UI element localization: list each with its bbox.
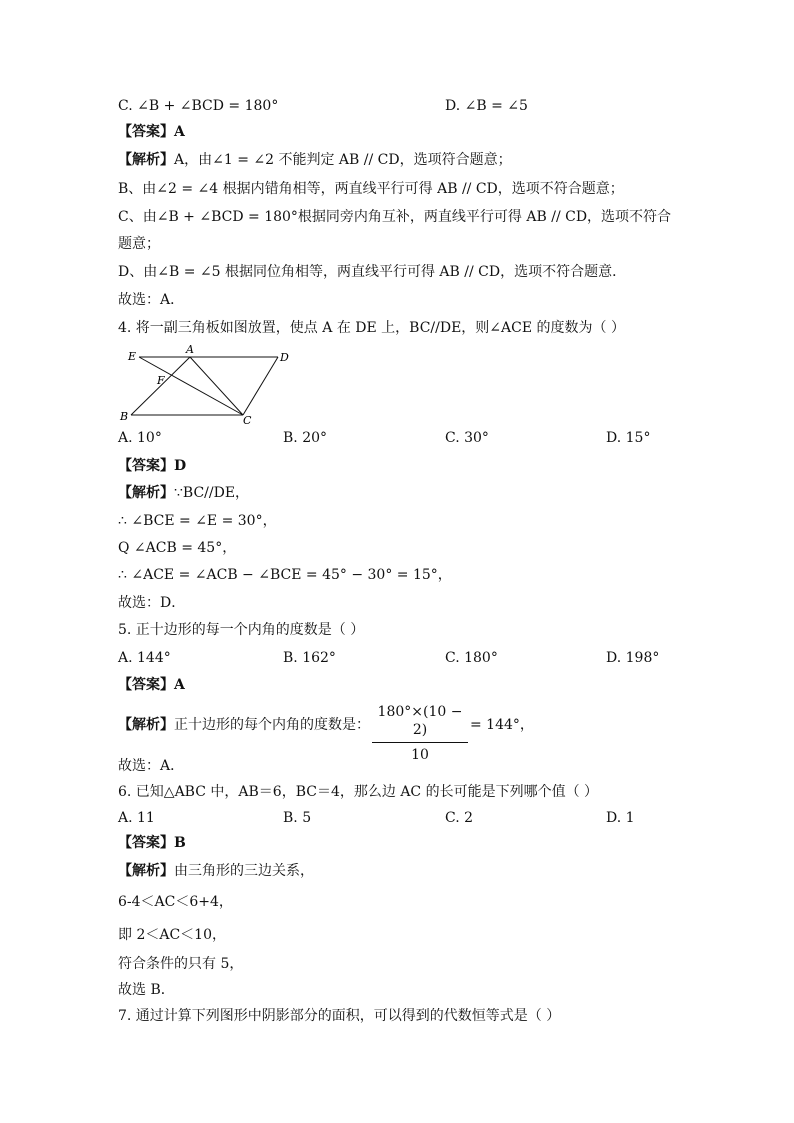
q5-fraction-result: = 144°，: [470, 717, 534, 733]
analysis-label: 【解析】: [118, 152, 174, 168]
q5-analysis: [118, 715, 370, 735]
q3-analysis-3b: 题意；: [118, 236, 160, 252]
analysis-label: 【解析】: [118, 863, 174, 879]
q4-option-a: A. 10°: [118, 430, 162, 446]
figure-label-d: D: [280, 351, 289, 364]
q4-triangle-figure: [110, 340, 310, 430]
q6-conclusion: 故选 B．: [118, 982, 175, 998]
q6-analysis-3: 符合条件的只有 5，: [118, 956, 244, 972]
q6-option-b: B. 5: [283, 810, 312, 826]
q4-conclusion: 故选：D．: [118, 595, 186, 611]
analysis-text: ∵BC//DE，: [174, 485, 250, 501]
q5-fraction: [372, 703, 468, 764]
q4-answer: 【答案】D: [118, 458, 187, 474]
q6-option-a: A. 11: [118, 810, 155, 826]
analysis-text: 由三角形的三边关系，: [174, 863, 314, 879]
q6-analysis-1: 6-4＜AC＜6+4，: [118, 894, 233, 910]
q6-option-c: C. 2: [445, 810, 474, 826]
q6-question: 6. 已知△ABC 中，AB＝6，BC＝4，那么边 AC 的长可能是下列哪个值（ ）: [118, 784, 599, 800]
q5-conclusion: 故选：A．: [118, 758, 185, 774]
q3-analysis-1: [118, 150, 512, 170]
q4-analysis-3: Q ∠ACB = 45°，: [118, 540, 237, 556]
q5-option-d: D. 198°: [606, 650, 660, 666]
q4-analysis-2: ∴ ∠BCE = ∠E = 30°，: [118, 513, 277, 529]
fraction-bar: [372, 742, 468, 743]
figure-label-f: F: [157, 374, 165, 387]
analysis-label: 【解析】: [118, 485, 174, 501]
q3-option-c: C. ∠B + ∠BCD = 180°: [118, 98, 279, 114]
q3-analysis-2: B、由∠2 = ∠4 根据内错角相等，两直线平行可得 AB // CD，选项不符合题意；: [118, 181, 624, 197]
q5-option-a: A. 144°: [118, 650, 171, 666]
q3-analysis-4: D、由∠B = ∠5 根据同位角相等，两直线平行可得 AB // CD，选项不符合题意．: [118, 264, 627, 280]
q5-option-c: C. 180°: [445, 650, 498, 666]
q6-answer: 【答案】B: [118, 835, 186, 851]
q4-question: 4. 将一副三角板如图放置，使点 A 在 DE 上，BC//DE，则∠ACE 的度数为（ ）: [118, 320, 625, 336]
q7-question: 7. 通过计算下列图形中阴影部分的面积，可以得到的代数恒等式是（ ）: [118, 1008, 561, 1024]
analysis-text: 正十边形的每个内角的度数是：: [174, 717, 370, 733]
figure-label-c: C: [243, 414, 252, 427]
q3-conclusion: 故选：A．: [118, 292, 185, 308]
q3-option-d: D. ∠B = ∠5: [445, 98, 528, 114]
q6-analysis: [118, 861, 314, 881]
q4-analysis-4: ∴ ∠ACE = ∠ACB − ∠BCE = 45° − 30° = 15°，: [118, 567, 452, 583]
q6-analysis-2: 即 2＜AC＜10，: [118, 927, 226, 943]
q3-analysis-3: C、由∠B + ∠BCD = 180°根据同旁内角互补，两直线平行可得 AB // CD，选项不符合: [118, 209, 672, 225]
figure-label-e: E: [128, 350, 137, 363]
figure-label-b: B: [120, 410, 129, 423]
q5-answer: 【答案】A: [118, 677, 185, 693]
fraction-numerator: 180°×(10 − 2): [377, 704, 463, 738]
q4-option-d: D. 15°: [606, 430, 651, 446]
analysis-label: 【解析】: [118, 717, 174, 733]
q5-option-b: B. 162°: [283, 650, 336, 666]
q4-option-b: B. 20°: [283, 430, 328, 446]
q4-option-c: C. 30°: [445, 430, 489, 446]
analysis-text: A，由∠1 = ∠2 不能判定 AB // CD，选项符合题意；: [174, 152, 512, 168]
q5-question: 5. 正十边形的每一个内角的度数是（ ）: [118, 622, 365, 638]
q6-option-d: D. 1: [606, 810, 635, 826]
figure-label-a: A: [186, 343, 194, 356]
q4-analysis-1: [118, 483, 249, 503]
fraction-denominator: 10: [411, 747, 429, 763]
q3-answer: 【答案】A: [118, 124, 185, 140]
